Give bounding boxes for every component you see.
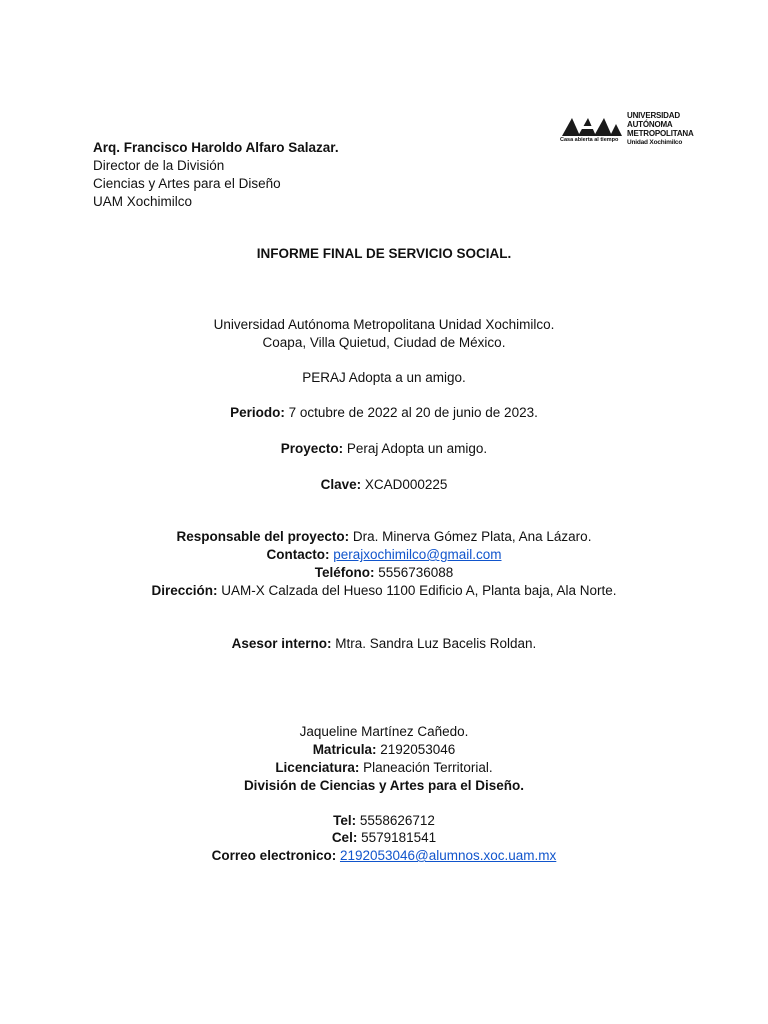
- institution-name: Universidad Autónoma Metropolitana Unidad Xochimilco.: [213, 317, 555, 332]
- responsible-line: [0, 528, 768, 546]
- logo-line-4: Unidad Xochimilco: [627, 139, 683, 146]
- key-line: [0, 476, 768, 494]
- advisor-value: Mtra. Sandra Luz Bacelis Roldan.: [331, 636, 537, 651]
- student-division: División de Ciencias y Artes para el Diseño.: [243, 778, 525, 793]
- degree-value: Planeación Territorial.: [359, 760, 493, 775]
- contact-label: Contacto:: [266, 547, 330, 562]
- uam-emblem-icon: [560, 114, 624, 138]
- document-title: INFORME FINAL DE SERVICIO SOCIAL.: [256, 246, 512, 261]
- tel-line: [0, 812, 768, 830]
- period-label: Periodo:: [230, 405, 285, 420]
- period-value: 7 octubre de 2022 al 20 de junio de 2023.: [284, 405, 538, 420]
- logo-line-3: METROPOLITANA: [627, 129, 694, 138]
- project-value: Peraj Adopta un amigo.: [343, 441, 488, 456]
- student-email-link[interactable]: 2192053046@alumnos.xoc.uam.mx: [339, 848, 557, 863]
- project-line: [0, 440, 768, 458]
- addressee-role: Director de la División: [93, 158, 225, 173]
- tel-label: Tel:: [333, 813, 357, 828]
- logo-university-name: [627, 111, 694, 147]
- address-label: Dirección:: [151, 583, 218, 598]
- email-line: [0, 847, 768, 865]
- addressee-block: [93, 139, 339, 211]
- matricula-line: [0, 741, 768, 759]
- address-value: UAM-X Calzada del Hueso 1100 Edificio A, Planta baja, Ala Norte.: [217, 583, 617, 598]
- key-label: Clave:: [320, 477, 362, 492]
- logo-line-1: UNIVERSIDAD: [627, 111, 680, 120]
- advisor-line: [0, 635, 768, 653]
- phone-label: Teléfono:: [314, 565, 375, 580]
- addressee-campus: UAM Xochimilco: [93, 194, 193, 209]
- contact-email-link[interactable]: perajxochimilco@gmail.com: [333, 547, 502, 562]
- period-line: [0, 404, 768, 422]
- student-name: Jaqueline Martínez Cañedo.: [299, 724, 469, 739]
- cel-label: Cel:: [331, 830, 358, 845]
- institution-address: Coapa, Villa Quietud, Ciudad de México.: [262, 335, 506, 350]
- phone-value: 5556736088: [374, 565, 454, 580]
- uam-logo: [560, 108, 706, 154]
- email-label: Correo electronico:: [211, 848, 337, 863]
- contact-line: [0, 546, 768, 564]
- responsible-label: Responsable del proyecto:: [176, 529, 350, 544]
- responsible-value: Dra. Minerva Gómez Plata, Ana Lázaro.: [349, 529, 592, 544]
- cel-line: [0, 829, 768, 847]
- addressee-division: Ciencias y Artes para el Diseño: [93, 176, 281, 191]
- logo-line-2: AUTÓNOMA: [627, 120, 673, 129]
- address-line: [0, 582, 768, 600]
- logo-motto: Casa abierta al tiempo: [560, 137, 619, 143]
- phone-line: [0, 564, 768, 582]
- matricula-value: 2192053046: [376, 742, 456, 757]
- tel-value: 5558626712: [356, 813, 435, 828]
- advisor-label: Asesor interno:: [231, 636, 332, 651]
- cel-value: 5579181541: [357, 830, 437, 845]
- project-label: Proyecto:: [280, 441, 344, 456]
- addressee-name: Arq. Francisco Haroldo Alfaro Salazar.: [93, 140, 339, 155]
- degree-label: Licenciatura:: [275, 760, 360, 775]
- matricula-label: Matricula:: [312, 742, 377, 757]
- degree-line: [0, 759, 768, 777]
- key-value: XCAD000225: [361, 477, 448, 492]
- program-name: PERAJ Adopta a un amigo.: [302, 370, 466, 385]
